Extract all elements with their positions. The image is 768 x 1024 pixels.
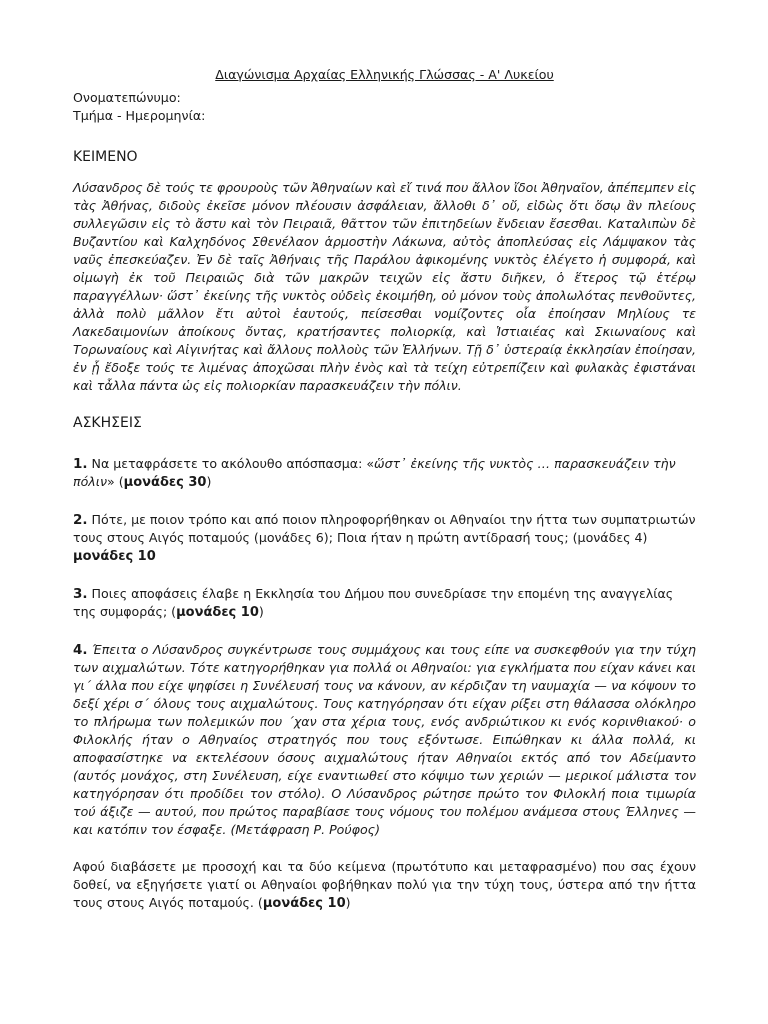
exercises-heading: ΑΣΚΗΣΕΙΣ: [73, 415, 142, 431]
exercise-1-number: 1.: [73, 456, 88, 472]
exercise-2-marks: μονάδες 10: [73, 549, 156, 564]
exercise-1-quote-close: » (: [107, 474, 124, 489]
name-field-label: Ονοματεπώνυμο:: [73, 90, 181, 105]
exercise-2: [73, 511, 696, 566]
exercise-4-question: [73, 858, 696, 913]
exercise-1-quote: ὥστ᾽ ἐκείνης τῆς νυκτὸς … παρασκευάζειν τὴν πόλιν: [73, 456, 676, 489]
class-date-field-label: Τμήμα - Ημερομηνία:: [73, 108, 206, 123]
exercise-3-number: 3.: [73, 586, 88, 602]
exercise-3: [73, 585, 696, 622]
exercise-4-number: 4.: [73, 642, 88, 658]
exercise-3-marks: μονάδες 10: [176, 605, 259, 620]
exercise-3-text: Ποιες αποφάσεις έλαβε η Εκκλησία του Δήμου που συνεδρίασε την επομένη της αναγγελίας της συμφοράς; (: [73, 586, 674, 619]
exercise-4-question-text: Αφού διαβάσετε με προσοχή και τα δύο κείμενα (πρωτότυπο και μεταφρασμένο) που σας έχουν δοθεί, να εξηγήσετε γιατί οι Αθηναίοι φοβήθηκαν πολύ για την τύχη τους, ύστερα από την ήττα τους στους Αιγός ποταμούς. (: [73, 859, 696, 910]
exercise-2-number: 2.: [73, 512, 88, 528]
exercise-1: [73, 455, 696, 492]
ancient-greek-passage: Λύσανδρος δὲ τούς τε φρουροὺς τῶν Ἀθηναίων καὶ εἴ τινά που ἄλλον ἴδοι Ἀθηναῖον, ἀπέπεμπεν εἰς τὰς Ἀθήνας, διδοὺς ἐκεῖσε μόνον πλέουσιν ἀσφάλειαν, ἄλλοθι δ᾽ οὔ, εἰδὼς ὅτι ὅσῳ ἂν πλείους συλλεγῶσιν εἰς τὸ ἄστυ καὶ τὸν Πειραιᾶ, θᾶττον τῶν ἐπιτηδείων ἔνδειαν ἔσεσθαι. Καταλιπὼν δὲ Βυζαντίου καὶ Καλχηδόνος Σθενέλαον ἁρμοστὴν Λάκωνα, αὐτὸς ἀποπλεύσας εἰς Λάμψακον τὰς ναῦς ἐπεσκεύαζεν. Ἐν δὲ ταῖς Ἀθήναις τῆς Παράλου ἀφικομένης νυκτὸς ἐλέγετο ἡ συμφορά, καὶ οἰμωγὴ ἐκ τοῦ Πειραιῶς διὰ τῶν μακρῶν τειχῶν εἰς ἄστυ διῆκεν, ὁ ἕτερος τῷ ἑτέρῳ παραγγέλλων· ὥστ᾽ ἐκείνης τῆς νυκτὸς οὐδεὶς ἐκοιμήθη, οὐ μόνον τοὺς ἀπολωλότας πενθοῦντες, ἀλλὰ πολὺ μᾶλλον ἔτι αὐτοὶ ἑαυτούς, πείσεσθαι νομίζοντες οἷα ἐποίησαν Μηλίους τε Λακεδαιμονίων ἀποίκους ὄντας, κρατήσαντες πολιορκίᾳ, καὶ Ἱστιαιέας καὶ Σκιωναίους καὶ Τορωναίους καὶ Αἰγινήτας καὶ ἄλλους πολλοὺς τῶν Ἑλλήνων. Τῇ δ᾽ ὑστεραίᾳ ἐκκλησίαν ἐποίησαν, ἐν ᾗ ἔδοξε τούς τε λιμένας ἀποχῶσαι πλὴν ἑνὸς καὶ τὰ τείχη εὐτρεπίζειν καὶ φυλακὰς ἐφιστάναι καὶ τἆλλα πάντα ὡς εἰς πολιορκίαν παρασκευάζειν τὴν πόλιν.: [73, 180, 696, 393]
exercise-4-translation-text: Έπειτα ο Λύσανδρος συγκέντρωσε τους συμμάχους και τους είπε να συσκεφθούν για την τύχη των αιχμαλώτων. Τότε κατηγορήθηκαν για πολλά οι Αθηναίοι: για εγκλήματα που είχαν κάνει και γι΄ άλλα που είχε ψηφίσει η Συνέλευσή τους να κάνουν, αν κέρδιζαν τη ναυμαχία — να κόψουν το δεξί χέρι σ΄ όλους τους αιχμαλώτους. Τους κατηγόρησαν ότι είχαν ρίξει στη θάλασσα ολόκληρο το πλήρωμα των πολεμικών που ΄χαν στα χέρια τους, ενός ανδριώτικου κι ενός κορινθιακού· ο Φιλοκλής ήταν ο Αθηναίος στρατηγός που τους εξόντωσε. Ειπώθηκαν κι άλλα πολλά, κι αποφασίστηκε να εκτελέσουν όσους αιχμαλώτους ήταν Αθηναίοι εκτός από τον Αδείμαντο (αυτός μονάχος, στη Συνέλευση, είχε εναντιωθεί στο κόψιμο των χεριών — μερικοί μάλιστα τον κατηγόρησαν ότι προδίδει τον στόλο). Ο Λύσανδρος ρώτησε πρώτο τον Φιλοκλή ποια τιμωρία τού άξιζε — αυτού, που πρώτος παραβίασε τους νόμους του πολέμου ανάμεσα στους Έλληνες — και κατόπιν τον έσφαξε. (Μετάφραση Ρ. Ρούφος): [73, 642, 696, 837]
exercise-4-marks: μονάδες 10: [262, 896, 346, 911]
exercise-3-end: ): [258, 604, 264, 619]
exercise-4-end: ): [345, 895, 351, 910]
exercise-4-translation: [73, 641, 696, 839]
exercise-2-text: Πότε, με ποιον τρόπο και από ποιον πληροφορήθηκαν οι Αθηναίοι την ήττα των συμπατριωτών τους στους Αιγός ποταμούς (μονάδες 6); Ποια ήταν η πρώτη αντίδρασή τους; (μονάδες 4): [73, 512, 696, 545]
exercise-1-text: Να μεταφράσετε το ακόλουθο απόσπασμα: «: [87, 456, 375, 471]
document-title: Διαγώνισμα Αρχαίας Ελληνικής Γλώσσας - Α' Λυκείου: [215, 67, 554, 82]
exercise-1-marks: μονάδες 30: [123, 475, 207, 490]
text-section-heading: ΚΕΙΜΕΝΟ: [73, 149, 138, 165]
exercise-1-end: ): [206, 474, 212, 489]
